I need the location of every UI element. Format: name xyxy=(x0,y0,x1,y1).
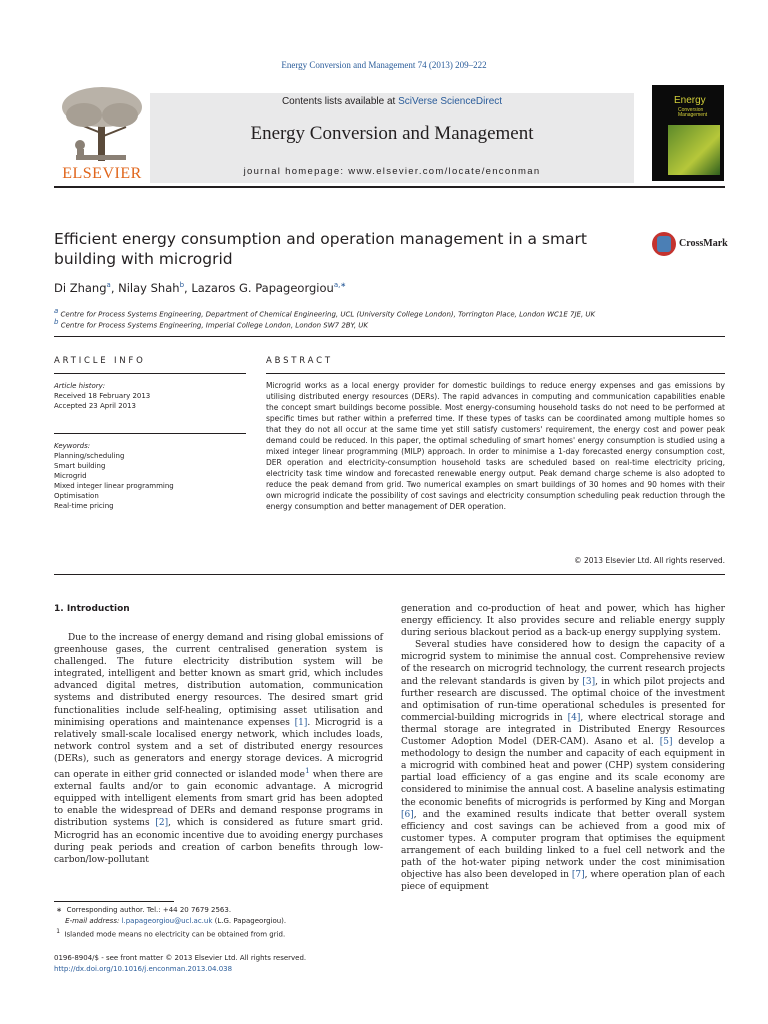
citation-link[interactable]: [1] xyxy=(294,717,308,728)
affiliation-b: $^b$ Centre for Process Systems Engineering, Imperial College London, London SW7 2BY, UK xyxy=(54,318,369,330)
article-info-rule xyxy=(54,373,246,374)
citation-link[interactable]: [7] xyxy=(571,870,585,881)
abstract-text: Microgrid works as a local energy provider for domestic buildings to reduce energy expenses and gas emissions by utilising distributed energy resources (DERs). The rapid advances in computing and communication capabilities enable the concept smart buildings become possible. Most energy-consuming household tasks do not need to be performed at specific times but rather within a preferred time. If these types of tasks can be coordinated among multiple homes so that they do not all occur at the same time yet still satisfy customers' requirement, the energy cost and power peak demand could be reduced. In this paper, the optimal scheduling of smart homes' energy consumption is studied using a mixed integer linear programming (MILP) approach. In order to minimise a 1-day forecasted energy consumption cost, DER operation and electricity-consumption household tasks are scheduled based on real-time electricity pricing, electricity task time window and forecasted renewable energy output. Peak demand charge scheme is also adopted to reduce the peak demand from grid. Two numerical examples on smart buildings of 30 homes and 90 homes with their own microgrid indicate the possibility of cost savings and electricity consumption scheduling peak reduction through the energy consumption and better management of DER operation. xyxy=(266,381,725,511)
crossmark-icon xyxy=(652,232,676,256)
citation-link[interactable]: [2] xyxy=(155,818,169,829)
footnote-corresponding: ∗ Corresponding author. Tel.: +44 20 7679 2563. xyxy=(56,906,232,914)
footnote-email: E-mail address: l.papageorgiou@ucl.ac.uk (L.G. Papageorgiou). xyxy=(65,917,287,925)
citation-link[interactable]: [5] xyxy=(659,737,673,748)
footnote-rule xyxy=(54,901,174,902)
contents-line: Contents lists available at SciVerse ScienceDirect xyxy=(281,96,503,107)
affiliation-a: $^a$ Centre for Process Systems Engineering, Department of Chemical Engineering, UCL (University College London), Torrington Place, London WC1E 7JE, UK xyxy=(54,307,596,319)
journal-citation[interactable]: Energy Conversion and Management 74 (2013) 209–222 xyxy=(281,60,487,70)
email-link[interactable]: l.papageorgiou@ucl.ac.uk xyxy=(121,917,213,925)
cover-artwork xyxy=(668,125,720,175)
crossmark-button[interactable] xyxy=(652,232,728,256)
crossmark-label: CrossMark xyxy=(679,238,728,249)
body-column-right xyxy=(401,603,725,893)
keyword: Smart building xyxy=(54,462,106,470)
abstract-rule xyxy=(266,373,725,374)
citation-link[interactable]: [6] xyxy=(401,809,414,820)
keyword: Real-time pricing xyxy=(54,502,114,510)
citation-link[interactable]: [4] xyxy=(567,712,581,723)
issn-line: 0196-8904/$ - see front matter © 2013 Elsevier Ltd. All rights reserved. xyxy=(54,954,307,962)
author-link[interactable]: Di Zhang xyxy=(54,281,107,295)
keyword: Mixed integer linear programming xyxy=(54,482,174,490)
article-title: Efficient energy consumption and operation management in a smart building with microgrid xyxy=(54,230,587,268)
journal-name[interactable]: Energy Conversion and Management xyxy=(250,123,534,144)
section-rule xyxy=(54,336,725,337)
article-info-heading: ARTICLE INFO xyxy=(54,356,146,366)
footnotes xyxy=(54,905,383,940)
author-list: Di Zhang$^a$, Nilay Shah$^b$, Lazaros G. Papageorgiou$^{a,∗}$ xyxy=(54,281,347,295)
front-matter-info xyxy=(54,953,306,975)
doi-link[interactable]: http://dx.doi.org/10.1016/j.enconman.2013.04.038 xyxy=(54,965,233,973)
journal-banner xyxy=(150,93,634,183)
keyword: Microgrid xyxy=(54,472,87,480)
elsevier-wordmark: ELSEVIER xyxy=(62,165,142,182)
copyright-notice: © 2013 Elsevier Ltd. All rights reserved. xyxy=(574,556,725,565)
keyword: Planning/scheduling xyxy=(54,452,125,460)
header-rule xyxy=(54,186,725,188)
citation-link[interactable]: [3] xyxy=(582,676,596,687)
keywords-rule xyxy=(54,433,246,434)
introduction-heading: 1. Introduction xyxy=(54,604,130,614)
keyword: Optimisation xyxy=(54,492,99,500)
journal-cover-thumbnail[interactable] xyxy=(652,85,724,181)
journal-header xyxy=(54,85,724,185)
abstract-end-rule xyxy=(54,574,725,575)
paragraph: Due to the increase of energy demand and rising global emissions of greenhouse gases, the current centralised generation system is challenged. The future electricity distribution system will be integrated, intelligent and better known as smart grid, which includes advanced digital metres, distribution automation, communication systems and distributed energy resources. The desired smart grid functionalities include self-healing, optimising asset utilisation and minimising operations and maintenance expenses [1]. Microgrid is a relatively small-scale localised energy network, which includes loads, network control system and a set of distributed energy resources (DERs), such as generators and energy storage devices. A microgrid can operate in either grid connected or islanded mode$^1$ when there are external faults and/or to gain economic advantage. A microgrid equipped with intelligent elements from smart grid has been adopted to enable the widespread of DERs and demand response programs in distribution systems [2], which is considered as future smart grid. Microgrid has an economic incentive due to avoiding energy purchases during peak periods and creation of carbon benefits through low-carbon/low-pollutant xyxy=(54,633,383,865)
sciencedirect-link[interactable]: SciVerse ScienceDirect xyxy=(398,96,503,107)
author-link[interactable]: Lazaros G. Papageorgiou xyxy=(191,281,334,295)
keywords-list: Keywords: Planning/scheduling Smart building Microgrid Mixed integer linear programming Optimisation Real-time pricing xyxy=(54,441,246,511)
paragraph: generation and co-production of heat and power, which has higher energy efficiency. It also provides secure and reliable energy supply during serious blackout period as a back-up energy supplying system. xyxy=(401,604,725,639)
cover-title: Energy xyxy=(674,95,706,106)
journal-homepage-link[interactable]: journal homepage: www.elsevier.com/locate/enconman xyxy=(243,166,541,177)
body-column-left xyxy=(54,632,383,866)
article-history: Article history: Received 18 February 2013 Accepted 23 April 2013 xyxy=(54,382,151,410)
abstract-heading: ABSTRACT xyxy=(266,356,333,366)
footnote-link[interactable]: 1 xyxy=(304,766,310,776)
footnote-1: $^1$ Islanded mode means no electricity can be obtained from grid. xyxy=(56,929,286,939)
author-link[interactable]: Nilay Shah xyxy=(118,281,180,295)
paragraph: Several studies have considered how to design the capacity of a microgrid system to minimise the annual cost. Comprehensive review of the research on microgrid technology, the current research projects and the relevant standards is given by [3], in which pilot projects and further research are discussed. The optimal choice of the investment and optimisation of run-time operational schedules is presented for commercial-building microgrids in [4], where electrical storage and thermal storage are integrated in Distributed Energy Resources Customer Adoption Model (DER-CAM). Asano et al. [5] develop a methodology to design the number and capacity of each equipment in a microgrid with combined heat and power (CHP) system considering partial load efficiency of a gas engine and its scale economy are considered to minimise the annual cost. A baseline analysis estimating the economic benefits of microgrids is performed by King and Morgan [6], and the examined results indicate that better overall system efficiency and cost savings can be achieved from a good mix of customer types. A computer program that optimises the equipment arrangement of each building linked to a fuel cell network and the path of the hot-water piping network under the cost minimisation objective has also been developed in [7], where operation plan of each piece of equipment xyxy=(401,640,726,893)
cover-subtitle: Conversion Management xyxy=(678,107,708,118)
